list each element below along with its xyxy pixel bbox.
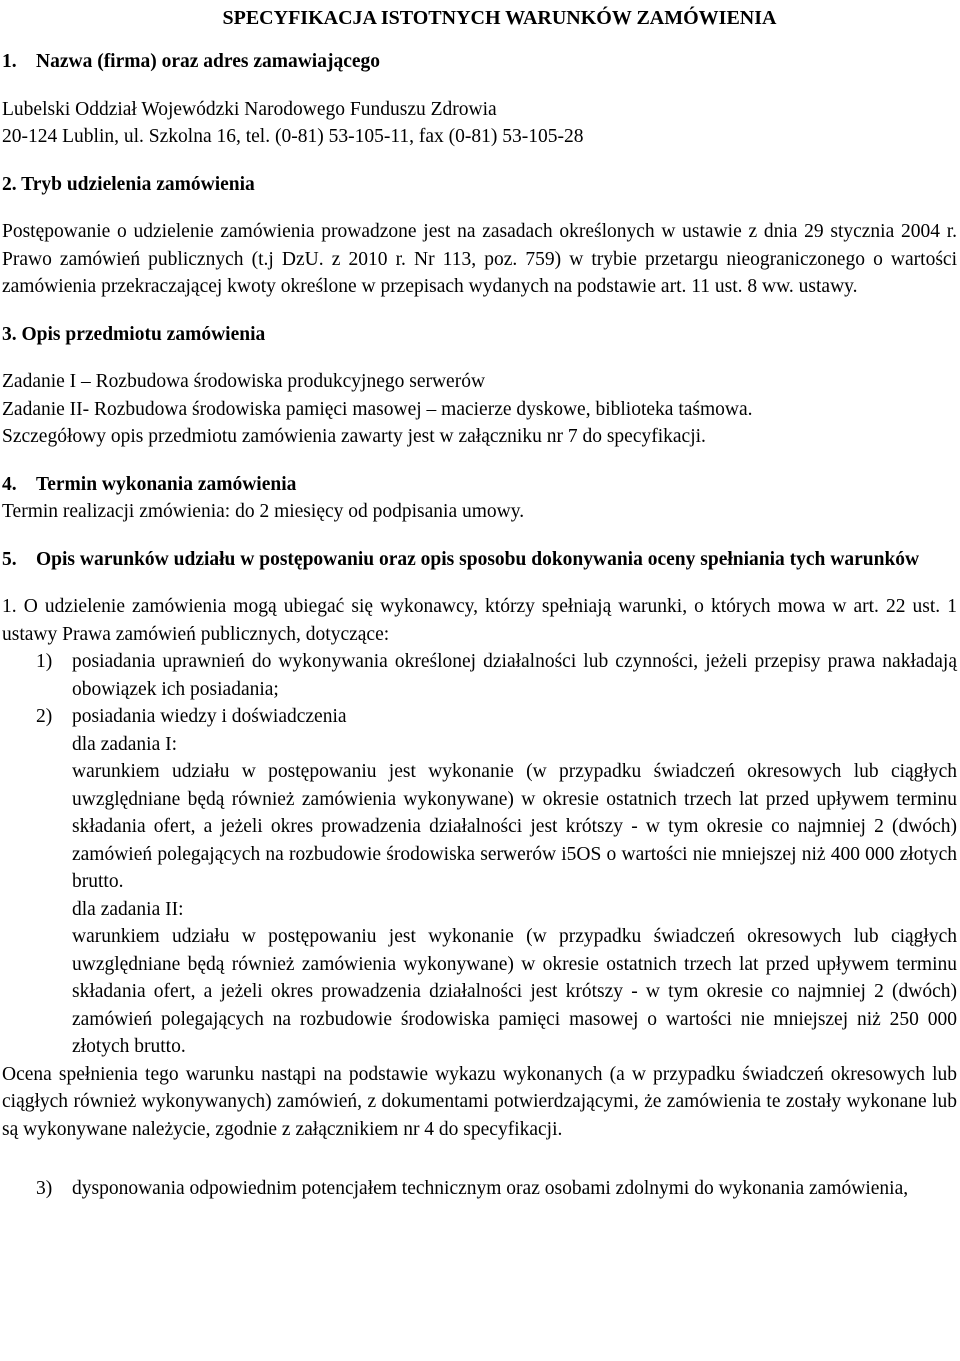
condition-item-1 [2, 648, 957, 703]
section-5-number: 5. [2, 548, 17, 570]
section-1-number: 1. [2, 51, 17, 72]
section-3-detail: Szczegółowy opis przedmiotu zamówienia zawarty jest w załączniku nr 7 do specyfikacji. [2, 426, 706, 447]
section-2-body: Postępowanie o udzielenie zamówienia prowadzone jest na zasadach określonych w ustawie z dnia 29 stycznia 2004 r. Prawo zamówień publicznych (t.j DzU. z 2010 r. Nr 113, poz. 759) w trybie przetargu nieograniczonego o wartości zamówienia przekraczającej kwoty określone w przepisach wydanych na podstawie art. 11 ust. 8 ww. ustawy. [2, 221, 957, 297]
section-3-heading [2, 321, 957, 349]
condition-item-3-label: 3) [36, 1178, 53, 1199]
section-4-title: Termin wykonania zamówienia [36, 473, 297, 495]
task-1-condition: warunkiem udziału w postępowaniu jest wykonanie (w przypadku świadczeń okresowych lub ciągłych uwzględniane będą również zamówienia wykonywane) w okresie ostatnich trzech lat przed upływem terminu składania ofert, a jeżeli okres prowadzenia działalności jest krótszy - w tym okresie co najmniej 2 (dwóch) zamówień polegających na rozbudowie środowiska serwerów i5OS o wartości nie mniejszej niż 400 000 złotych brutto. [72, 761, 957, 892]
task-1-label: dla zadania I: [72, 733, 178, 755]
section-1-title: Nazwa (firma) oraz adres zamawiającego [36, 51, 381, 72]
condition-item-1-text: posiadania uprawnień do wykonywania określonej działalności lub czynności, jeżeli przepisy prawa nakładają obowiązek ich posiadania; [72, 651, 957, 700]
section-3-title: Opis przedmiotu zamówienia [21, 323, 266, 345]
section-1-heading [2, 48, 957, 76]
section-1-address-line-1: Lubelski Oddział Wojewódzki Narodowego Funduszu Zdrowia [2, 98, 497, 120]
section-5-title: Opis warunków udziału w postępowaniu oraz opis sposobu dokonywania oceny spełniania tych warunków [36, 548, 920, 570]
section-1-address-line-2: 20-124 Lublin, ul. Szkolna 16, tel. (0-81) 53-105-11, fax (0-81) 53-105-28 [2, 126, 584, 147]
condition-item-3 [2, 1175, 957, 1203]
condition-item-3-text: dysponowania odpowiednim potencjałem technicznym oraz osobami zdolnymi do wykonania zamówienia, [72, 1178, 909, 1199]
section-4-heading [2, 471, 957, 499]
section-3-task-1: Zadanie I – Rozbudowa środowiska produkcyjnego serwerów [2, 371, 486, 392]
document-page [2, 0, 957, 1203]
section-4-number: 4. [2, 473, 17, 495]
section-5-heading [2, 546, 957, 574]
task-2-label: dla zadania II: [72, 898, 184, 920]
assessment-paragraph: Ocena spełnienia tego warunku nastąpi na podstawie wykazu wykonanych (a w przypadku świadczeń okresowych lub ciągłych również wykonywanych) zamówień, z dokumentami potwierdzającymi, że zamówienia te zostały wykonane lub są wykonywane należycie, zgodnie z załącznikiem nr 4 do specyfikacji. [2, 1063, 957, 1140]
section-3-number: 3. [2, 323, 17, 345]
document-title: SPECYFIKACJA ISTOTNYCH WARUNKÓW ZAMÓWIENIA [222, 7, 777, 29]
condition-item-1-label: 1) [36, 651, 53, 672]
condition-item-2-label: 2) [36, 706, 53, 727]
condition-item-2-text: posiadania wiedzy i doświadczenia [72, 706, 347, 727]
section-2-number: 2. [2, 173, 17, 195]
section-5-intro: 1. O udzielenie zamówienia mogą ubiegać się wykonawcy, którzy spełniają warunki, o których mowa w art. 22 ust. 1 ustawy Prawa zamówień publicznych, dotyczące: [2, 596, 957, 645]
section-2-heading [2, 171, 957, 199]
section-2-title: Tryb udzielenia zamówienia [21, 173, 255, 195]
section-3-task-2: Zadanie II- Rozbudowa środowiska pamięci masowej – macierze dyskowe, biblioteka taśmowa. [2, 398, 753, 420]
condition-item-2 [2, 703, 957, 731]
section-4-body: Termin realizacji zmówienia: do 2 miesięcy od podpisania umowy. [2, 501, 525, 522]
task-2-condition: warunkiem udziału w postępowaniu jest wykonanie (w przypadku świadczeń okresowych lub ciągłych uwzględniane będą również zamówienia wykonywane) w okresie ostatnich trzech lat przed upływem terminu składania ofert, a jeżeli okres prowadzenia działalności jest krótszy - w tym okresie co najmniej 2 (dwóch) zamówień polegających na rozbudowie środowiska pamięci masowej o wartości nie mniejszej niż 250 000 złotych brutto. [72, 926, 957, 1057]
